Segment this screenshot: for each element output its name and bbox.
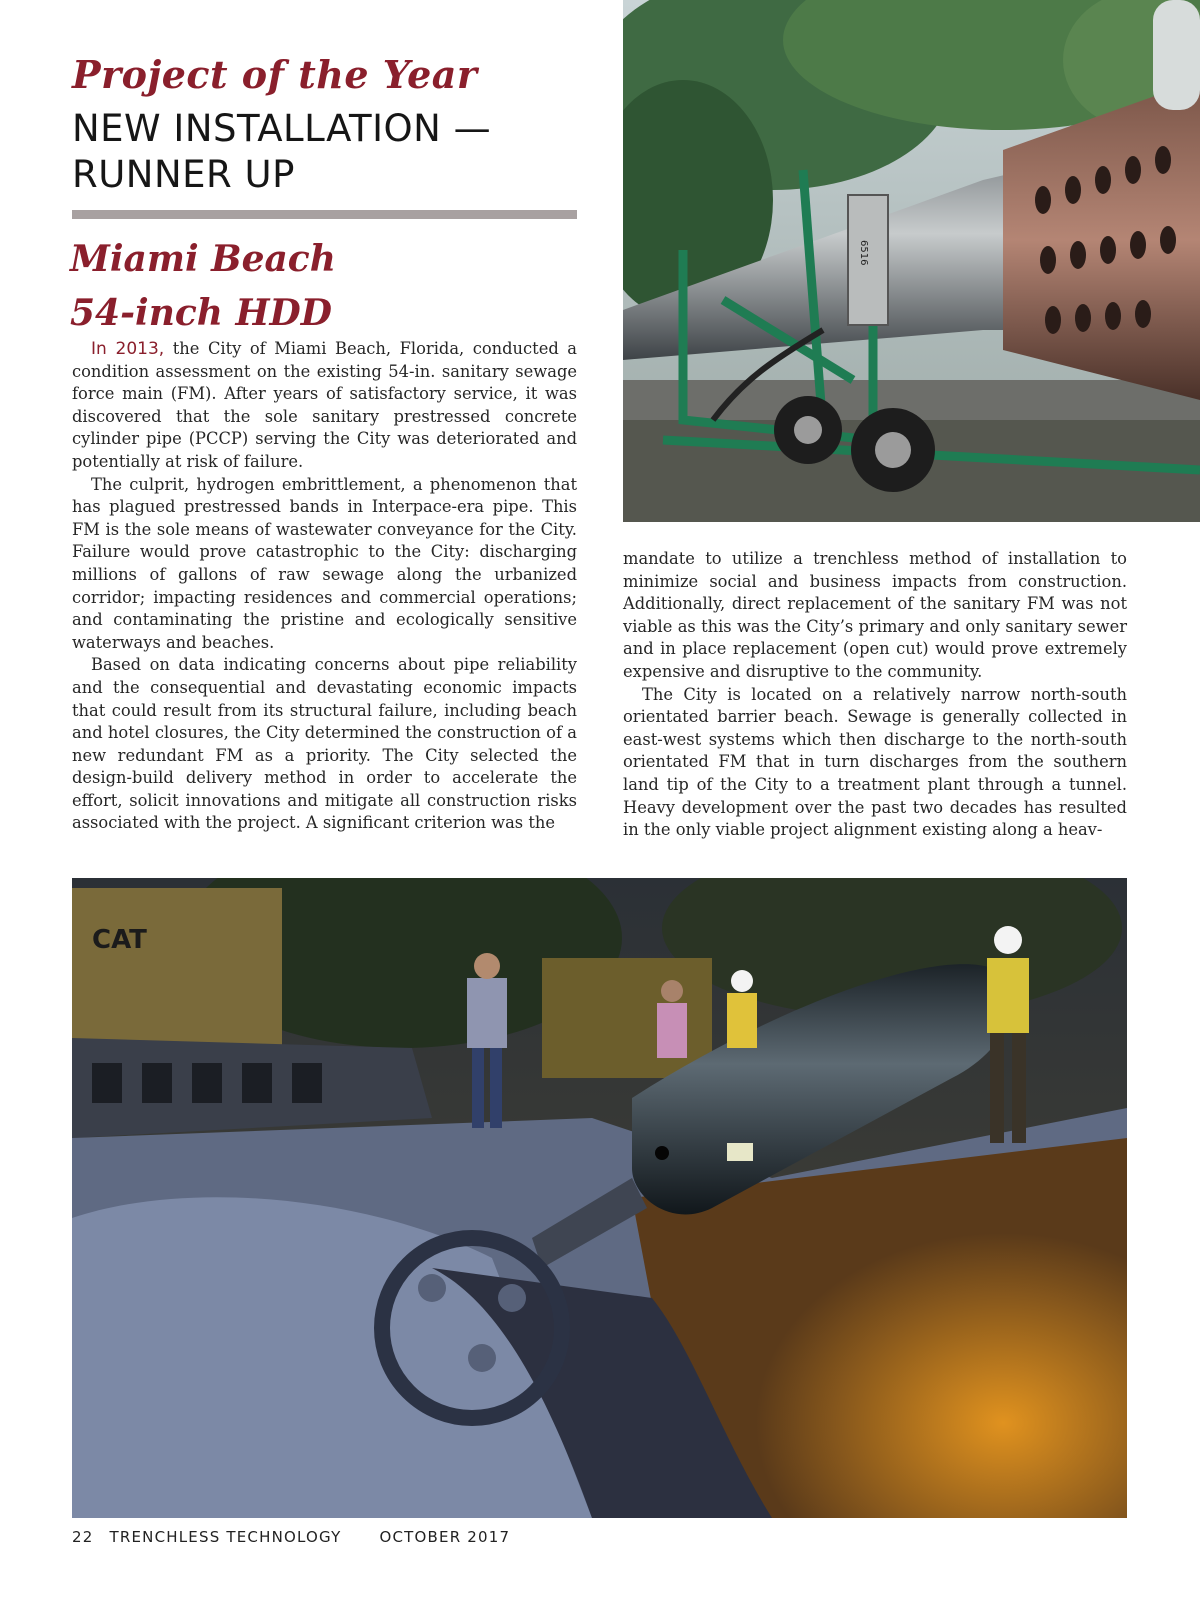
paragraph-4: mandate to utilize a trenchless method of installation to minimize social and business impacts from construction. Additionally, direct replacement of the sanitary FM was not viable as this was the City’s primary and only sanitary sewer and in place replacement (open cut) would prove extremely expensive and disruptive to the community. xyxy=(623,549,1127,681)
photo-pipe-fusion-machine xyxy=(623,0,1200,522)
kicker-heading: Project of the Year xyxy=(72,52,478,97)
title-divider xyxy=(72,210,577,219)
body-column-1 xyxy=(72,338,577,835)
equipment-number-label: 6516 xyxy=(858,240,869,266)
paragraph-5: The City is located on a relatively narrow north-south orientated barrier beach. Sewage is generally collected in east-west systems which then discharge to the north-south orientated FM that in turn discharges from the southern land tip of the City to a treatment plant through a tunnel. Heavy development over the past two decades has resulted in the only viable project alignment existing along a heav- xyxy=(623,684,1127,840)
excavator-brand-label: CAT xyxy=(92,925,147,955)
article-subtitle xyxy=(70,232,590,340)
page-footer xyxy=(72,1528,526,1546)
page-number: 22 xyxy=(72,1528,94,1546)
photo-hdd-pit-night xyxy=(72,878,1127,1518)
paragraph-1 xyxy=(72,338,577,474)
paragraph-3: Based on data indicating concerns about pipe reliability and the consequential and devastating economic impacts that could result from its structural failure, including beach and hotel closures, the City determined the construction of a new redundant FM as a priority. The City selected the design-build delivery method in order to accelerate the effort, solicit innovations and mitigate all construction risks associated with the project. A significant criterion was the xyxy=(72,655,577,833)
paragraph-2: The culprit, hydrogen embrittlement, a phenomenon that has plagued prestressed bands in Interpace-era pipe. This FM is the sole means of wastewater conveyance for the City. Failure would prove catastrophic to the City: discharging millions of gallons of raw sewage along the urbanized corridor; impacting residences and commercial operations; and contaminating the pristine and ecologically sensitive waterways and beaches. xyxy=(72,474,577,652)
publication-name: TRENCHLESS TECHNOLOGY xyxy=(109,1528,342,1546)
article-title: NEW INSTALLATION — RUNNER UP xyxy=(72,107,492,196)
subtitle-line-1: Miami Beach xyxy=(70,238,336,280)
subtitle-line-2: 54-inch HDD xyxy=(70,292,332,334)
lead-in: In 2013, xyxy=(91,339,165,359)
paragraph-1-text: the City of Miami Beach, Florida, conducted a condition assessment on the existing 54-in. sanitary sewage force main (FM). After years of satisfactory service, it was discovered that the sole sanitary prestressed concrete cylinder pipe (PCCP) serving the City was deteriorated and potentially at risk of failure. xyxy=(72,339,577,471)
body-column-2 xyxy=(623,548,1127,842)
issue-date: OCTOBER 2017 xyxy=(379,1528,511,1546)
